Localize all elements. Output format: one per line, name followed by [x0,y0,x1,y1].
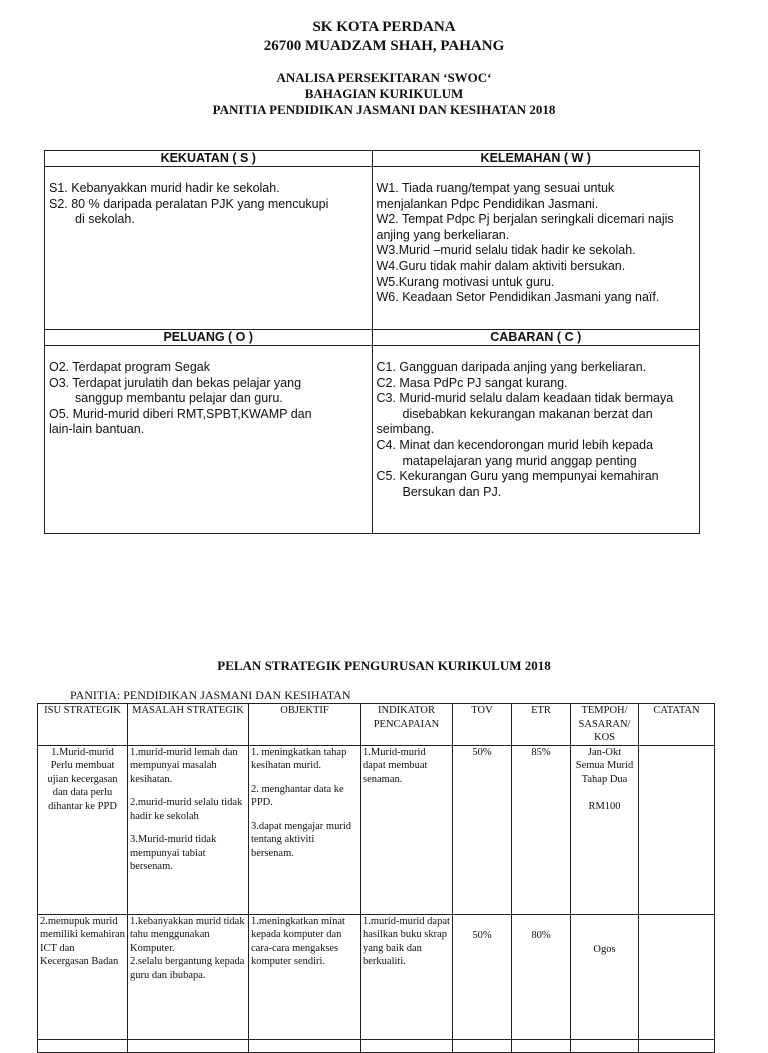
swoc-item: W4.Guru tidak mahir dalam aktiviti bersukan. [376,258,626,273]
strengths-cell [45,167,373,330]
masalah-cell [128,745,249,914]
opportunities-header: PELUANG ( O ) [45,330,373,346]
opportunities-cell [45,346,373,534]
header-masalah: MASALAH STRATEGIK [128,704,249,746]
swoc-item: W1. Tiada ruang/tempat yang sesuai untuk [376,181,615,195]
empty-cell [512,1039,571,1052]
masalah-item: 1.murid-murid lemah dan mempunyai masalah kesihatan. [130,746,238,785]
swoc-item: C1. Gangguan daripada anjing yang berkeliaran. [376,360,647,374]
masalah-item: 2.murid-murid selalu tidak hadir ke sekolah [130,797,243,822]
tempoh-cell: Ogos [571,914,639,1039]
threats-header: CABARAN ( C ) [372,330,700,346]
header-catatan: CATATAN [639,704,715,746]
objektif-item: 1. meningkatkan tahap kesihatan murid. [251,746,347,771]
swoc-item-cont: Bersukan dan PJ. [402,484,502,499]
objektif-item: 2. menghantar data ke PPD. [251,783,344,808]
header-etr: ETR [512,704,571,746]
swoc-item: W5.Kurang motivasi untuk guru. [376,274,555,289]
masalah-item: 2.selalu bergantung kepada guru dan ibubapa. [130,956,245,981]
weaknesses-header: KELEMAHAN ( W ) [372,151,700,167]
swoc-item: C2. Masa PdPc PJ sangat kurang. [376,375,568,390]
kos-text: RM100 [588,801,621,812]
header-objektif: OBJEKTIF [249,704,361,746]
empty-cell [361,1039,453,1052]
objektif-item: 3.dapat mengajar murid tentang aktiviti bersenam. [251,820,352,859]
indikator-cell: 1.Murid-murid dapat membuat senaman. [361,745,453,914]
school-name: SK KOTA PERDANA [312,19,456,35]
swoc-item: O2. Terdapat program Segak [49,360,210,374]
threats-cell [372,346,700,534]
swoc-item-cont: disebabkan kekurangan makanan berzat dan [402,406,653,421]
masalah-item: 3.Murid-murid tidak mempunyai tabiat bersenam. [130,834,217,872]
header-indikator: INDIKATOR PENCAPAIAN [361,704,453,746]
masalah-cell [128,914,249,1039]
tov-cell: 50% [453,745,512,914]
swoc-item: S2. 80 % daripada peralatan PJK yang mencukupi [49,196,329,211]
strategic-plan-table [37,703,715,1053]
swoc-item: O5. Murid-murid diberi RMT,SPBT,KWAMP dan [49,406,312,421]
header-tempoh: TEMPOH/ SASARAN/ KOS [571,704,639,746]
swoc-item: seimbang. [376,422,435,437]
swoc-item: W3.Murid –murid selalu tidak hadir ke sekolah. [376,243,636,258]
objektif-item: 1.meningkatkan minat kepada komputer dan cara-cara mengakses komputer sendiri. [251,915,345,967]
analysis-title: ANALISA PERSEKITARAN ‘SWOC‘ [276,70,492,85]
swoc-item: C5. Kekurangan Guru yang mempunyai kemahiran [376,469,659,484]
isu-cell: 1.Murid-murid Perlu membuat ujian kecergasan dan data perlu dihantar ke PPD [38,745,128,914]
empty-cell [249,1039,361,1052]
tov-cell: 50% [453,914,512,1039]
isu-cell: 2.memupuk murid memiliki kemahiran ICT dan Kecergasan Badan [38,914,128,1039]
table-row [38,914,715,1039]
swoc-item: lain-lain bantuan. [49,422,145,437]
swoc-item: menjalankan Pdpc Pendidikan Jasmani. [376,196,599,211]
swoc-item: anjing yang berkeliaran. [376,227,510,242]
table-row [38,1039,715,1052]
panel-title: PANITIA PENDIDIKAN JASMANI DAN KESIHATAN 2018 [212,102,556,117]
swoc-item: S1. Kebanyakkan murid hadir ke sekolah. [49,181,280,195]
table-row [38,745,715,914]
swoc-item: W6. Keadaan Setor Pendidikan Jasmani yang naïf. [376,290,660,305]
etr-cell: 80% [512,914,571,1039]
header-tov: TOV [453,704,512,746]
swoc-item: C4. Minat dan kecendorongan murid lebih kepada [376,437,654,452]
empty-cell [571,1039,639,1052]
school-address: 26700 MUADZAM SHAH, PAHANG [263,38,505,54]
tempoh-cell [571,745,639,914]
swoc-item-cont: sanggup membantu pelajar dan guru. [75,391,283,406]
swoc-item-cont: matapelajaran yang murid anggap penting [402,453,637,468]
catatan-cell [639,745,715,914]
objektif-cell [249,914,361,1039]
swoc-item: O3. Terdapat jurulatih dan bekas pelajar yang [49,375,302,390]
section-title: BAHAGIAN KURIKULUM [304,86,464,101]
etr-cell: 85% [512,745,571,914]
empty-cell [128,1039,249,1052]
indikator-cell: 1.murid-murid dapat hasilkan buku skrap yang baik dan berkualiti. [361,914,453,1039]
swoc-item-cont: di sekolah. [75,212,135,227]
tempoh-text: Jan-Okt Semua Murid Tahap Dua [575,746,634,785]
swoc-item: W2. Tempat Pdpc Pj berjalan seringkali dicemari najis [376,212,674,227]
empty-cell [453,1039,512,1052]
objektif-cell [249,745,361,914]
weaknesses-cell [372,167,700,330]
empty-cell [38,1039,128,1052]
empty-cell [639,1039,715,1052]
plan-title: PELAN STRATEGIK PENGURUSAN KURIKULUM 2018 [217,658,551,673]
swoc-table [44,150,700,534]
swoc-item: C3. Murid-murid selalu dalam keadaan tidak bermaya [376,391,674,406]
header-isu: ISU STRATEGIK [38,704,128,746]
strengths-header: KEKUATAN ( S ) [45,151,373,167]
masalah-item: 1.kebanyakkan murid tidak tahu menggunakan Komputer. [130,915,245,954]
plan-panel-label: PANITIA: PENDIDIKAN JASMANI DAN KESIHATAN [70,688,351,702]
catatan-cell [639,914,715,1039]
